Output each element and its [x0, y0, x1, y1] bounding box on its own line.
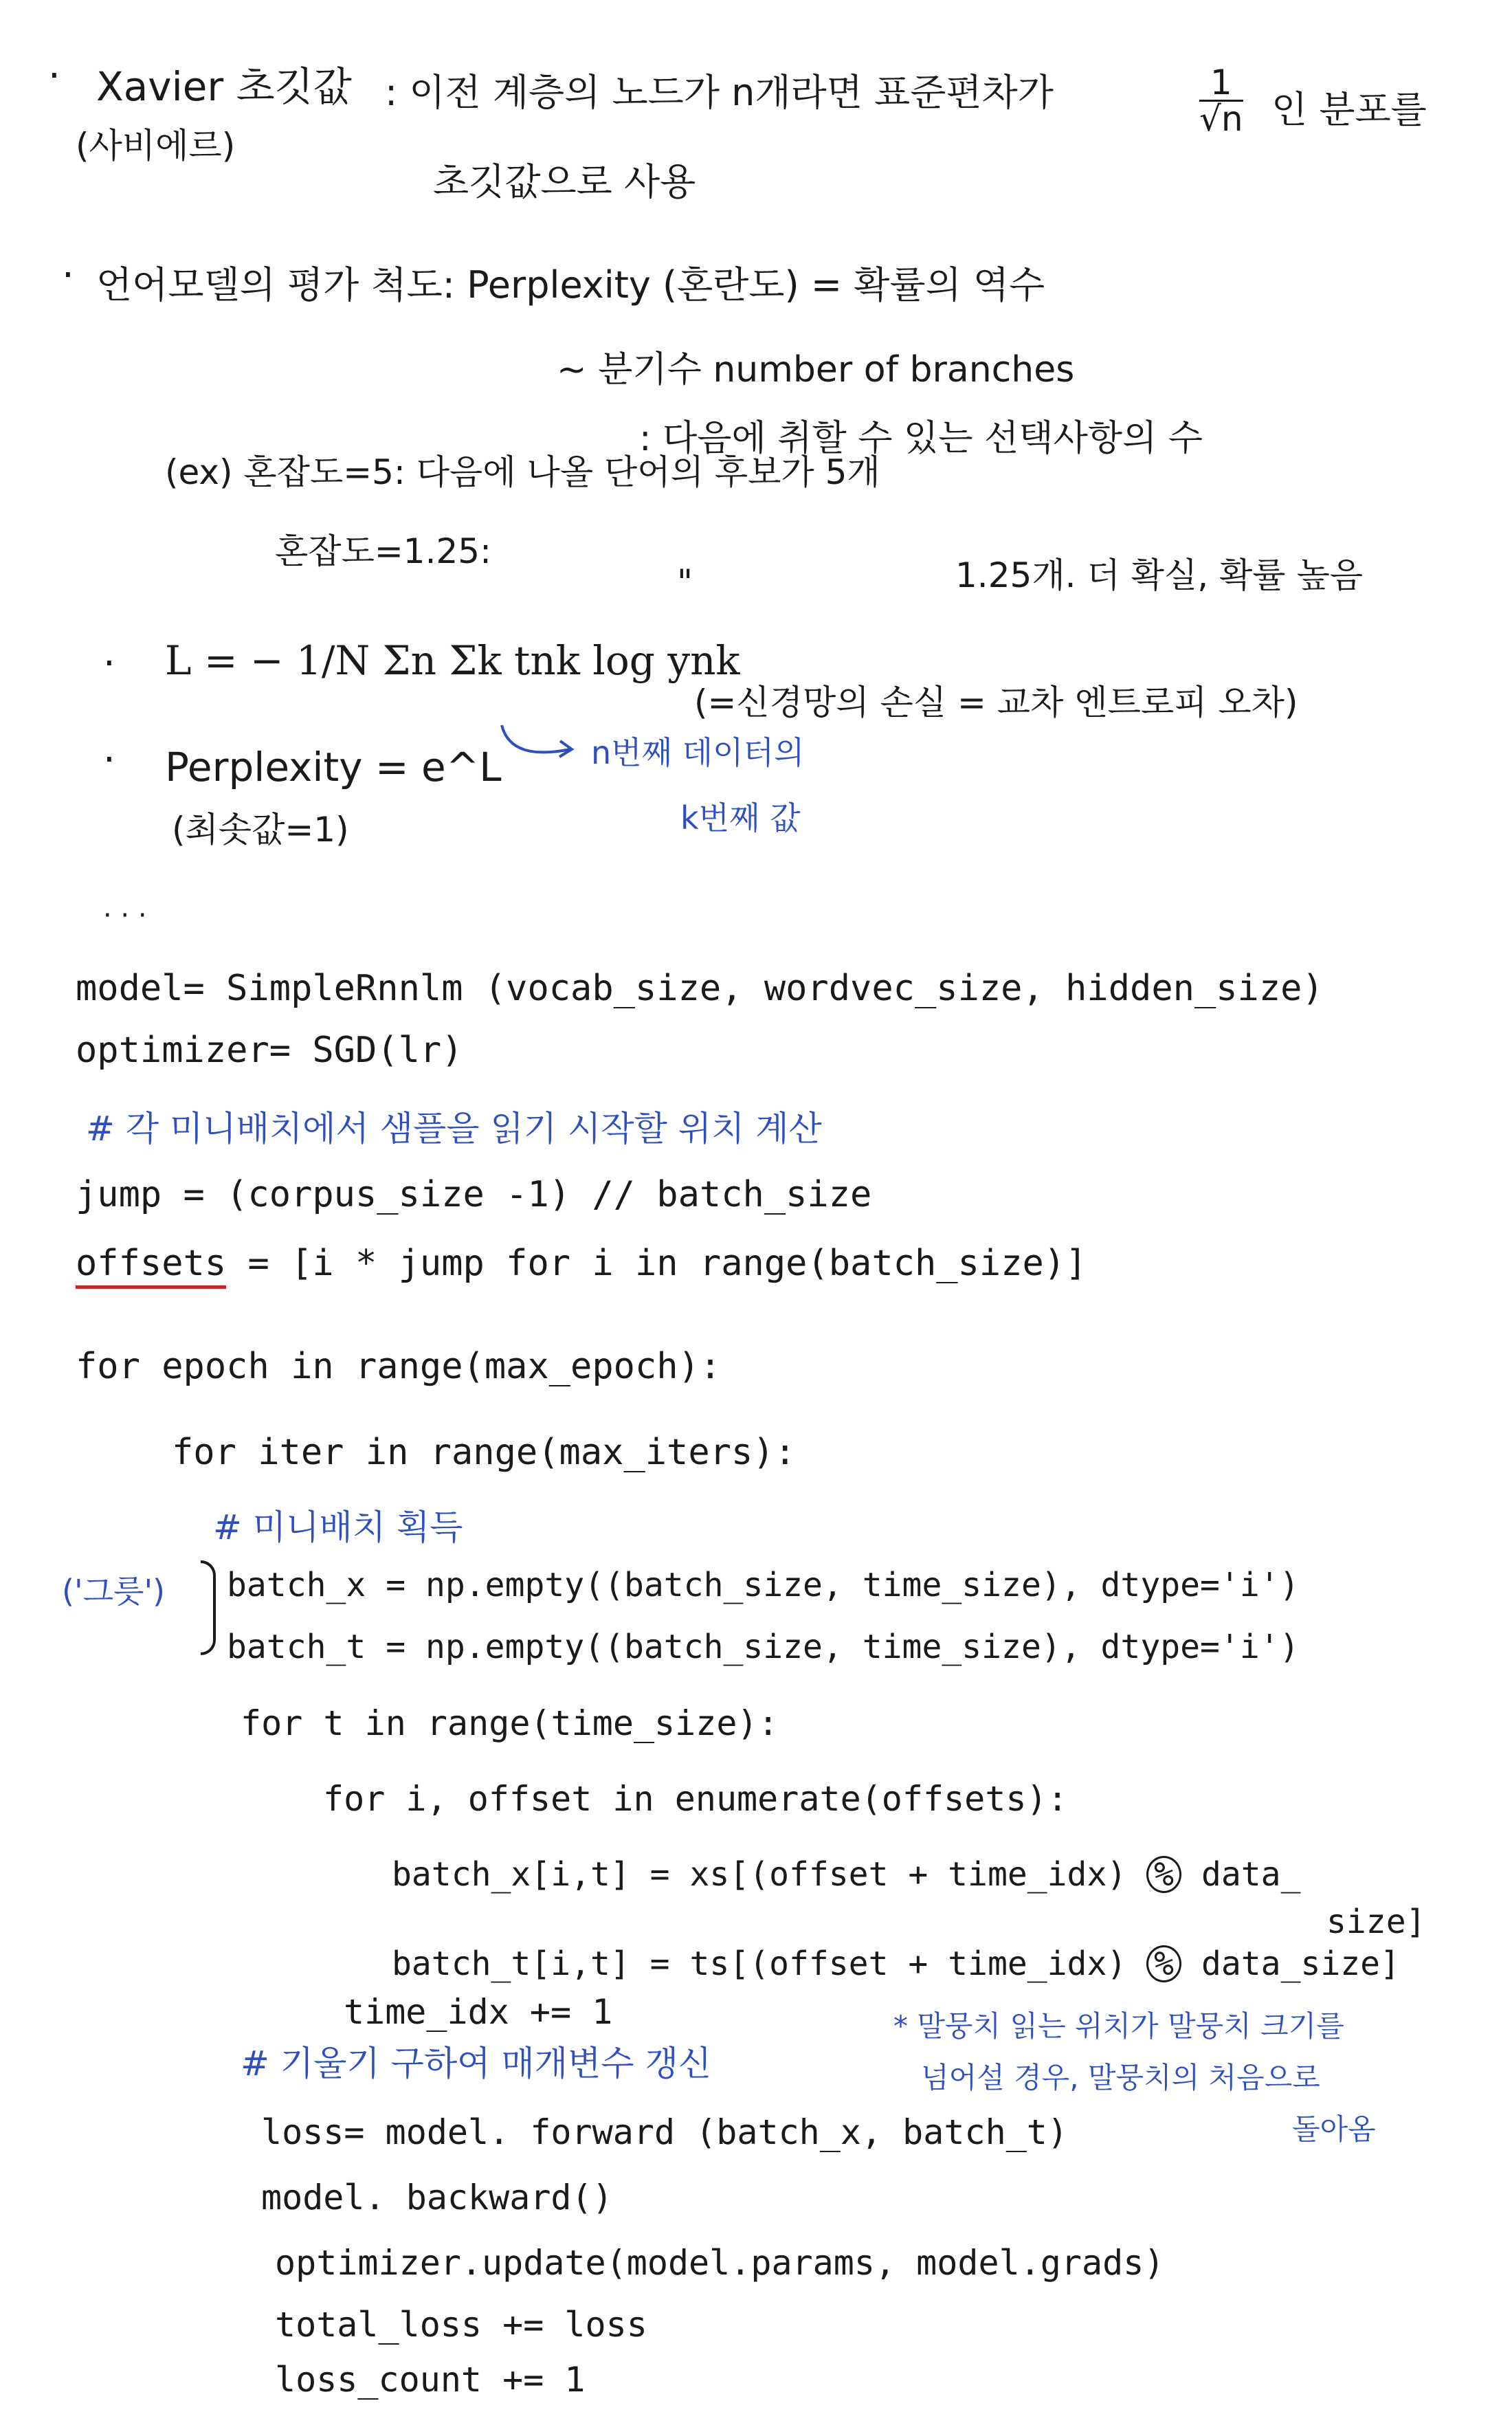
xavier-desc-2: 초깃값으로 사용 — [433, 160, 696, 203]
loss-formula: L = − 1/N Σn Σk tnk log ynk — [165, 637, 740, 684]
star-note-2: 넘어설 경우, 말뭉치의 처음으로 — [921, 2061, 1320, 2094]
side-note: ('그릇') — [62, 1573, 166, 1610]
code-line-model: model= SimpleRnnlm (vocab_size, wordvec_size, hidden_size) — [76, 968, 1324, 1009]
modulo-circled: % — [1146, 1945, 1181, 1982]
bullet: · — [48, 54, 60, 98]
code-line-batch-t-assign — [392, 1945, 1400, 1982]
loss-annotation-2: k번째 값 — [680, 799, 801, 837]
xavier-fraction — [1199, 63, 1243, 139]
assign-tail: data_ — [1201, 1855, 1301, 1894]
code-line-offsets — [76, 1244, 1087, 1283]
code-line-batch-x-assign — [392, 1856, 1300, 1893]
code-line-total-loss: total_loss += loss — [275, 2305, 647, 2345]
perplexity-note: (최솟값=1) — [172, 810, 349, 850]
example-line-2-desc: 1.25개. 더 확실, 확률 높음 — [955, 555, 1364, 595]
code-line-update: optimizer.update(model.params, model.grads) — [275, 2243, 1165, 2283]
perplexity-line-1: 언어모델의 평가 척도: Perplexity (혼란도) = 확률의 역수 — [96, 263, 1045, 307]
offsets-rest: = [i * jump for i in range(batch_size)] — [226, 1243, 1087, 1284]
loss-annotation-1: n번째 데이터의 — [591, 734, 805, 771]
code-comment-1: # 각 미니배치에서 샘플을 읽기 시작할 위치 계산 — [86, 1109, 822, 1149]
code-line-batch-x: batch_x = np.empty((batch_size, time_size), dtype='i') — [227, 1566, 1300, 1604]
code-line-forward: loss= model. forward (batch_x, batch_t) — [261, 2112, 1068, 2152]
frac-denominator: √n — [1199, 99, 1243, 139]
code-line-for-i: for i, offset in enumerate(offsets): — [323, 1779, 1068, 1819]
perplexity-formula: Perplexity = e^L — [165, 744, 502, 790]
code-line-backward: model. backward() — [261, 2178, 613, 2217]
code-comment-2: # 미니배치 획득 — [213, 1507, 463, 1547]
bullet: · — [103, 738, 115, 782]
assign-text: batch_t[i,t] = ts[(offset + time_idx) — [392, 1945, 1127, 1983]
loss-comment: (=신경망의 손실 = 교차 엔트로피 오차) — [694, 683, 1298, 722]
ditto-mark: " — [677, 562, 693, 602]
code-line-optimizer: optimizer= SGD(lr) — [76, 1030, 463, 1071]
bullet: · — [103, 641, 115, 686]
xavier-subtitle: (사비에르) — [76, 126, 236, 166]
frac-numerator: 1 — [1199, 65, 1243, 102]
example-line-1: (ex) 혼잡도=5: 다음에 나올 단어의 후보가 5개 — [165, 452, 880, 492]
code-line-jump: jump = (corpus_size -1) // batch_size — [76, 1174, 872, 1215]
bracket-shape — [201, 1560, 216, 1655]
annotation-arrow-icon — [495, 718, 577, 766]
offsets-var: offsets — [76, 1243, 226, 1289]
code-line-batch-x-assign-cont: size] — [1326, 1903, 1426, 1941]
code-line-for-iter: for iter in range(max_iters): — [172, 1432, 796, 1473]
assign-text: batch_x[i,t] = xs[(offset + time_idx) — [392, 1855, 1127, 1894]
star-note-1: * 말뭉치 읽는 위치가 말뭉치 크기를 — [893, 2009, 1344, 2043]
code-comment-3: # 기울기 구하여 매개변수 갱신 — [241, 2044, 712, 2083]
modulo-circled: % — [1146, 1856, 1181, 1893]
xavier-title: Xavier 초깃값 — [96, 63, 352, 110]
code-line-for-t: for t in range(time_size): — [241, 1703, 779, 1743]
star-note-3: 돌아옴 — [1292, 2112, 1376, 2146]
perplexity-line-2: ~ 분기수 number of branches — [557, 349, 1075, 390]
code-line-for-epoch: for epoch in range(max_epoch): — [76, 1346, 722, 1387]
xavier-desc-end: 인 분포를 — [1271, 88, 1427, 131]
assign-tail: data_size] — [1201, 1945, 1400, 1983]
perplexity-line-3: : 다음에 취할 수 있는 선택사항의 수 — [639, 418, 1203, 459]
ellipsis: · · · — [103, 900, 147, 931]
code-line-batch-t: batch_t = np.empty((batch_size, time_size), dtype='i') — [227, 1628, 1300, 1666]
code-line-loss-count: loss_count += 1 — [275, 2360, 586, 2400]
code-line-time-idx: time_idx += 1 — [344, 1992, 613, 2032]
bullet: · — [62, 253, 74, 298]
xavier-desc: : 이전 계층의 노드가 n개라면 표준편차가 — [385, 71, 1054, 114]
example-line-2: 혼잡도=1.25: — [275, 531, 491, 571]
